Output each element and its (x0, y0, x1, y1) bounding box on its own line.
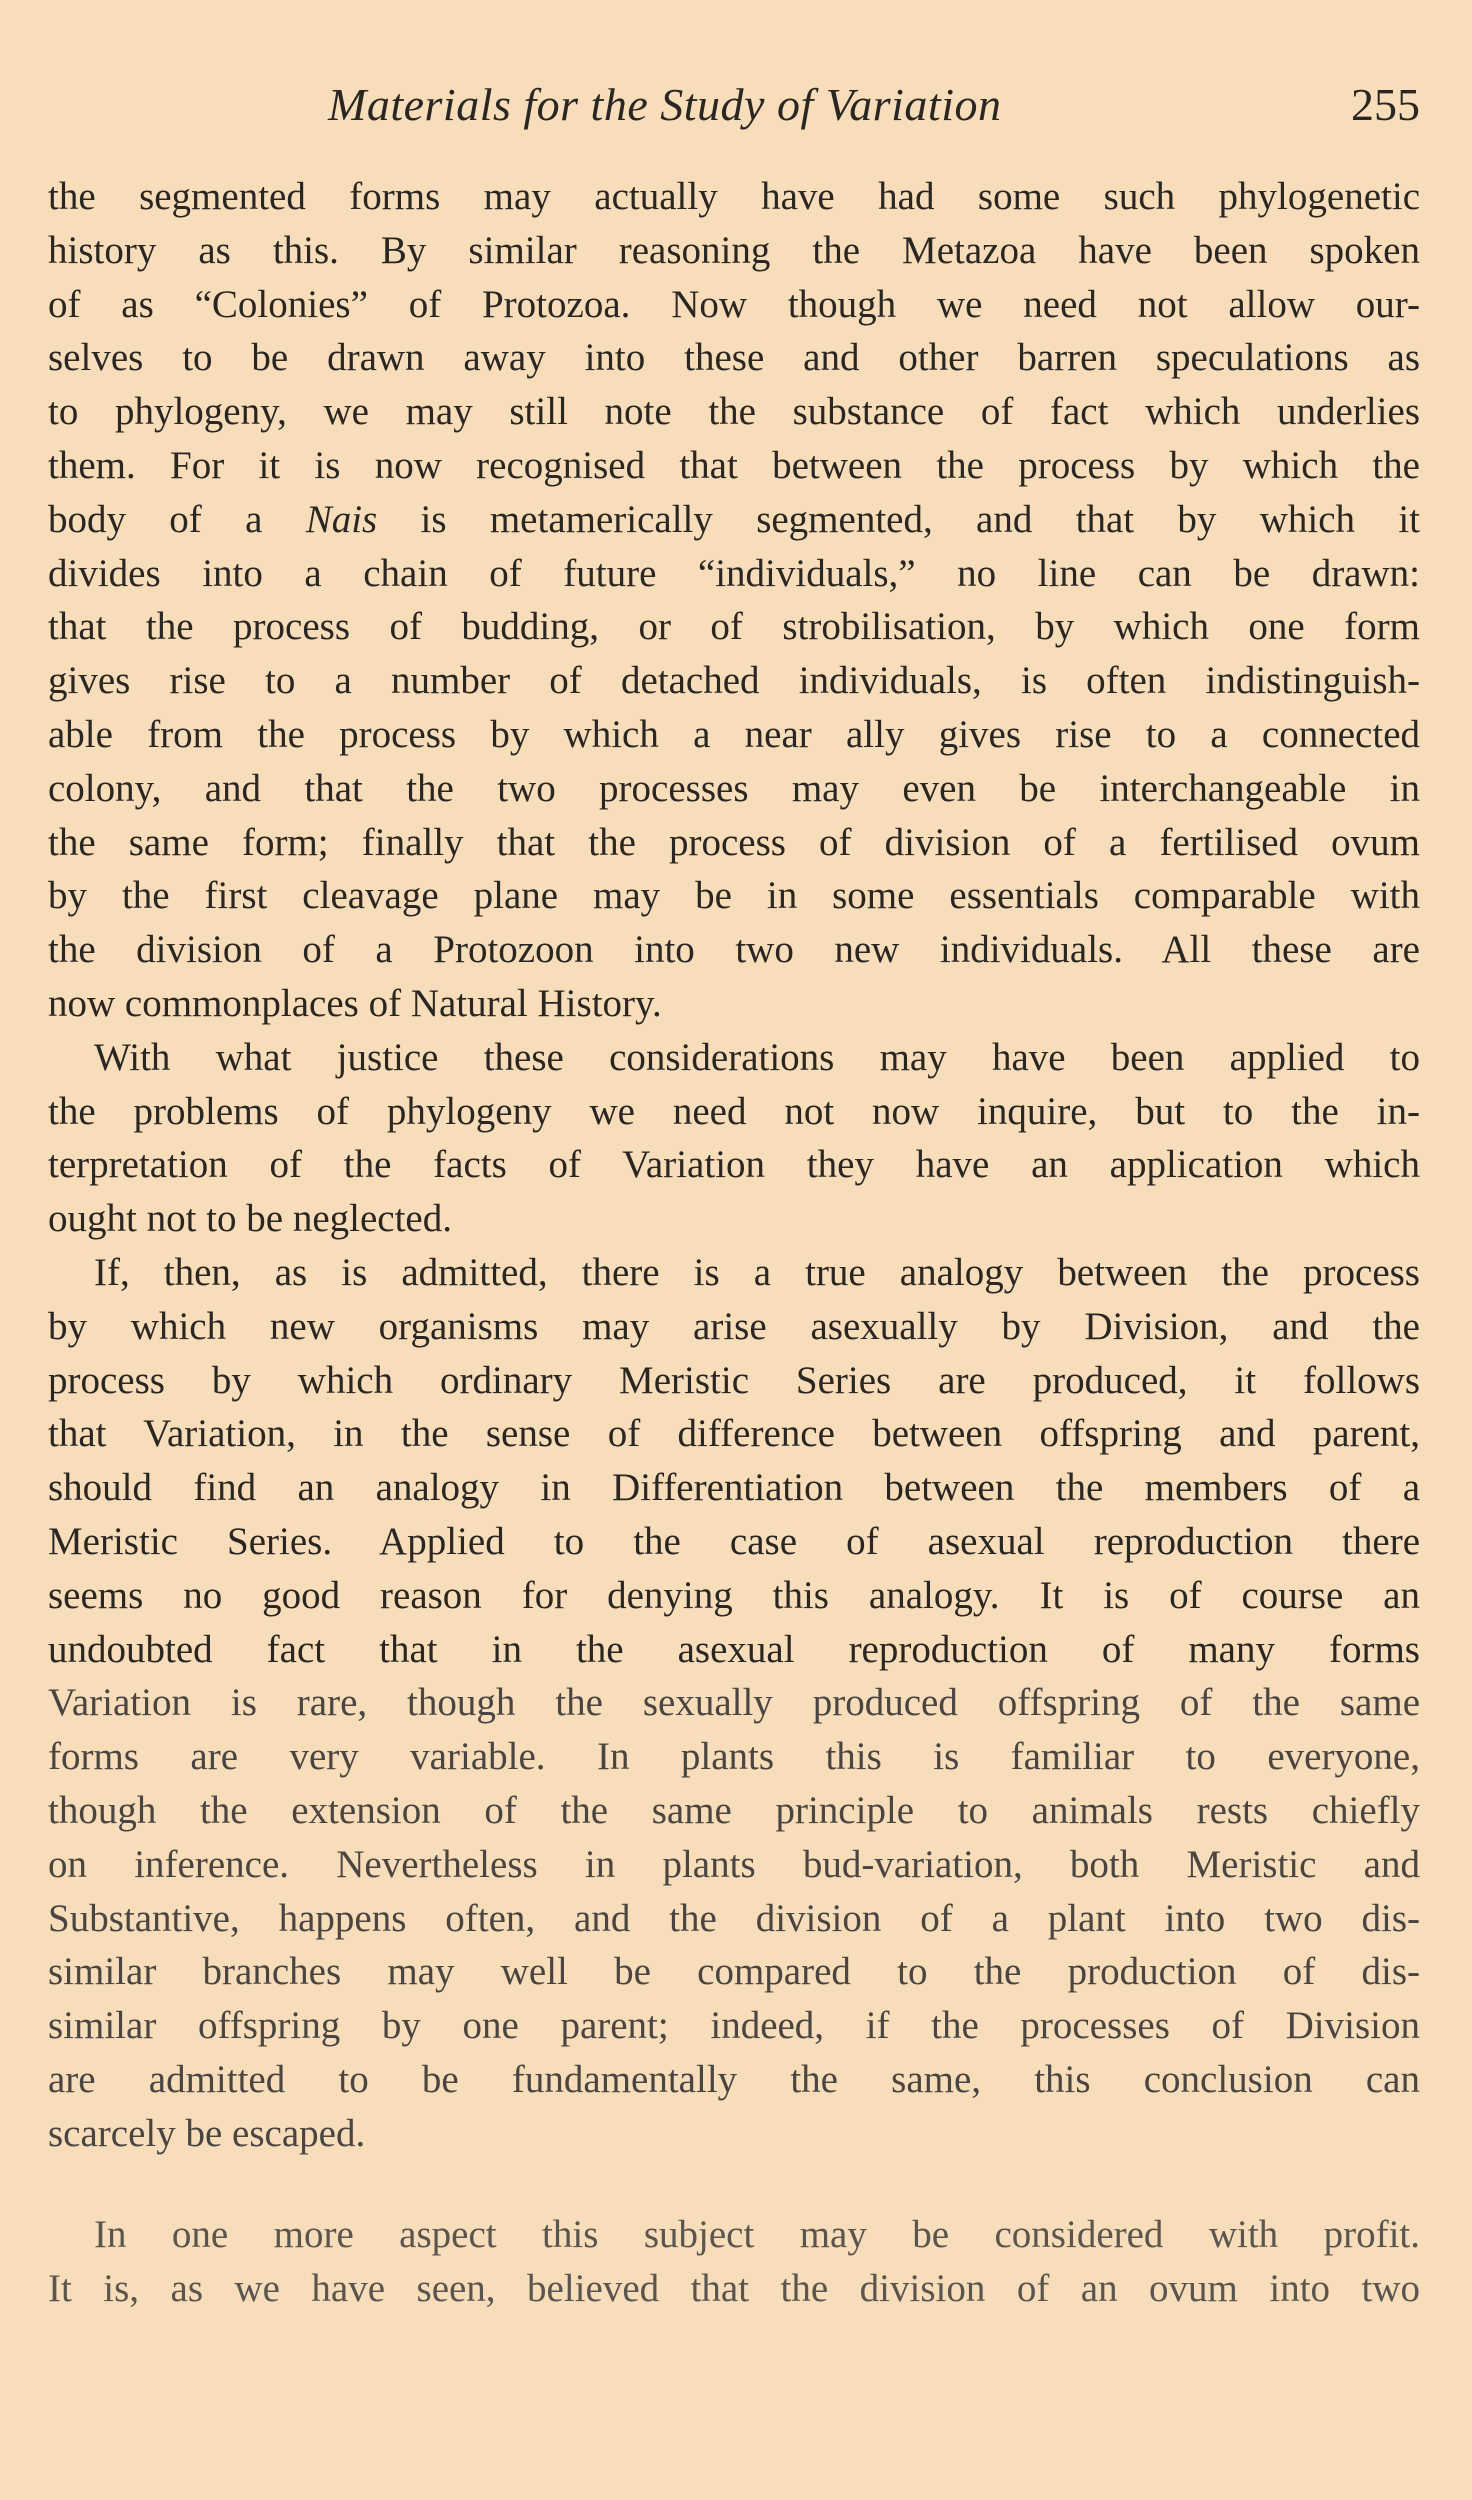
text-line: divides into a chain of future “individuals,” no line can be drawn: (48, 551, 1420, 595)
text-line: similar branches may well be compared to the production of dis- (48, 1950, 1420, 1994)
text-line: the segmented forms may actually have had some such phylogenetic (48, 175, 1420, 218)
text-line: the problems of phylogeny we need not now inquire, but to the in- (48, 1089, 1420, 1133)
body-text (48, 170, 1420, 2316)
paragraph (48, 1031, 1420, 1246)
text-line: seems no good reason for denying this analogy. It is of course an (48, 1573, 1420, 1617)
text-line: Meristic Series. Applied to the case of asexual reproduction there (48, 1519, 1420, 1563)
running-head-title: Materials for the Study of Variation (328, 79, 1002, 130)
text-line: process by which ordinary Meristic Series are produced, it follows (48, 1358, 1420, 1402)
text-line: the same form; finally that the process of division of a fertilised ovum (48, 820, 1420, 864)
running-head (48, 78, 1420, 138)
text-line: them. For it is now recognised that between the process by which the (48, 443, 1420, 487)
text-line: now commonplaces of Natural History. (48, 981, 662, 1025)
text-line: are admitted to be fundamentally the same, this conclusion can (48, 2057, 1420, 2101)
text-line: similar offspring by one parent; indeed, if the processes of Division (48, 2004, 1420, 2048)
text-line: to phylogeny, we may still note the substance of fact which underlies (48, 390, 1420, 434)
text-line: though the extension of the same principle to animals rests chiefly (48, 1788, 1420, 1832)
book-page (48, 0, 1420, 2500)
text-line: on inference. Nevertheless in plants bud-variation, both Meristic and (48, 1842, 1420, 1886)
text-line: In one more aspect this subject may be considered with profit. (94, 2213, 1420, 2257)
text-line: With what justice these considerations may have been applied to (94, 1035, 1420, 1079)
text-line: forms are very variable. In plants this is familiar to everyone, (48, 1735, 1420, 1779)
text-line: by the first cleavage plane may be in some essentials comparable with (48, 874, 1420, 918)
paragraph (48, 170, 1420, 1031)
text-line: scarcely be escaped. (48, 2111, 366, 2155)
text-line: terpretation of the facts of Variation they have an application which (48, 1143, 1420, 1187)
text-line: colony, and that the two processes may even be interchangeable in (48, 766, 1420, 810)
text-line: undoubted fact that in the asexual reproduction of many forms (48, 1627, 1420, 1671)
text-line: gives rise to a number of detached individuals, is often indistinguish- (48, 659, 1420, 703)
text-line: ought not to be neglected. (48, 1197, 452, 1241)
text-line: Variation is rare, though the sexually produced offspring of the same (48, 1681, 1420, 1725)
genus-name: Nais (305, 497, 378, 541)
text-line: by which new organisms may arise asexually by Division, and the (48, 1304, 1420, 1348)
page-number: 255 (1351, 79, 1420, 130)
paragraph (48, 2208, 1420, 2316)
text-line: body of a Nais is metamerically segmented, and that by which it (48, 497, 1420, 541)
text-line: It is, as we have seen, believed that the division of an ovum into two (48, 2267, 1420, 2311)
text-line: should find an analogy in Differentiation between the members of a (48, 1466, 1420, 1510)
text-line: If, then, as is admitted, there is a true analogy between the process (94, 1250, 1420, 1294)
text-line: Substantive, happens often, and the division of a plant into two dis- (48, 1896, 1420, 1940)
text-line: that Variation, in the sense of difference between offspring and parent, (48, 1412, 1420, 1456)
text-line: able from the process by which a near ally gives rise to a connected (48, 712, 1420, 756)
text-line: that the process of budding, or of strobilisation, by which one form (48, 605, 1420, 649)
text-line: history as this. By similar reasoning the Metazoa have been spoken (48, 228, 1420, 272)
text-line: selves to be drawn away into these and other barren speculations as (48, 336, 1420, 380)
text-line: the division of a Protozoon into two new individuals. All these are (48, 928, 1420, 972)
text-line: of as “Colonies” of Protozoa. Now though we need not allow our- (48, 282, 1420, 326)
paragraph (48, 1246, 1420, 2161)
